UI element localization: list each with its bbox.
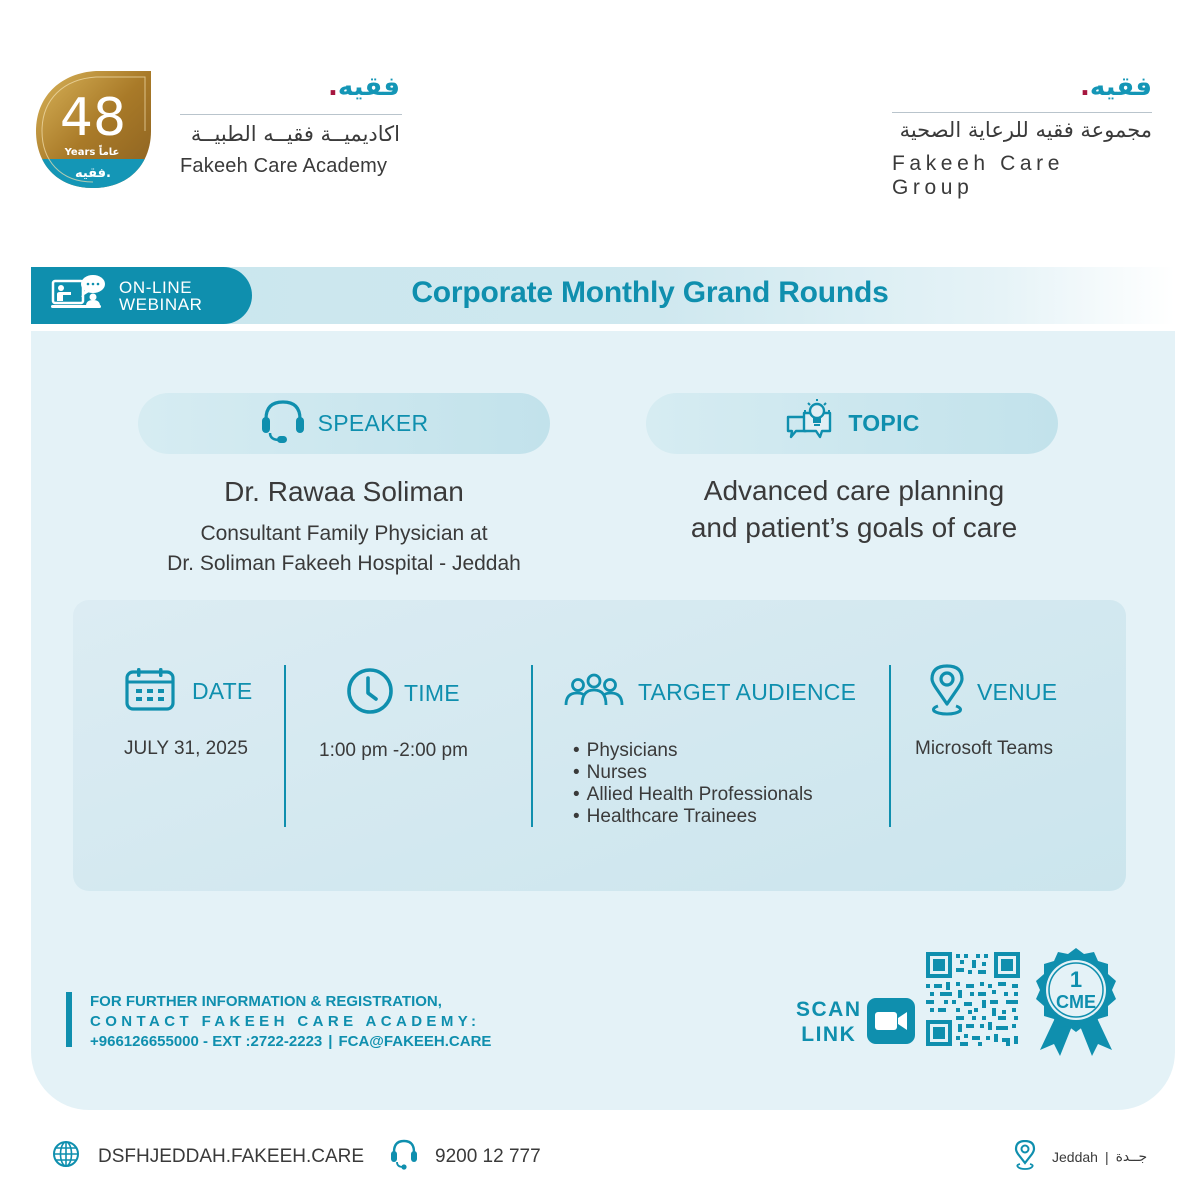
footer-website xyxy=(52,1140,364,1174)
date-header xyxy=(125,667,252,716)
contact-accent-bar xyxy=(66,992,72,1047)
logo-divider xyxy=(892,112,1152,113)
fakeeh-brand-mark: فقيه. xyxy=(327,72,400,102)
fakeeh-brand-mark: فقيه. xyxy=(1079,72,1152,102)
column-divider xyxy=(284,665,286,827)
48-years-anniversary-badge xyxy=(36,71,151,188)
svg-text:CME: CME xyxy=(1056,992,1096,1012)
list-item: • Physicians xyxy=(573,740,813,762)
lightbulb-chat-icon xyxy=(784,397,836,450)
group-name-arabic: مجموعة فقيه للرعاية الصحية xyxy=(899,118,1152,142)
svg-text:فقيه.: فقيه. xyxy=(74,166,112,181)
contact-email-link[interactable]: FCA@FAKEEH.CARE xyxy=(338,1033,492,1050)
speaker-header xyxy=(138,393,550,454)
academy-name-english: Fakeeh Care Academy xyxy=(180,155,388,177)
speaker-label: SPEAKER xyxy=(317,410,429,436)
topic-title: Advanced care planning and patient’s goals of care xyxy=(690,475,1018,543)
academy-name-arabic: اكاديميــة فقيــه الطبيــة xyxy=(190,122,400,146)
column-divider xyxy=(531,665,533,827)
scan-link-label: SCAN LINK xyxy=(796,998,862,1046)
topic-label: TOPIC xyxy=(848,410,920,436)
svg-text:48: 48 xyxy=(59,88,127,148)
target-audience-header xyxy=(564,673,856,712)
date-label: DATE xyxy=(192,678,253,704)
headset-icon xyxy=(260,397,306,450)
calendar-icon xyxy=(125,667,175,716)
time-header xyxy=(346,667,460,720)
location-pin-icon xyxy=(929,664,965,721)
registration-qr-code[interactable] xyxy=(926,952,1020,1046)
column-divider xyxy=(889,665,891,827)
location-pin-icon xyxy=(1014,1140,1036,1173)
topic-header xyxy=(646,393,1058,454)
list-item: • Healthcare Trainees xyxy=(573,806,813,828)
footer-location: Jeddah | جــدة xyxy=(1014,1140,1147,1173)
contact-phone-link[interactable]: +966126655000 - EXT :2722-2223 xyxy=(90,1033,323,1050)
venue-header xyxy=(929,664,1057,721)
logo-divider xyxy=(180,114,402,115)
fakeeh-care-group-logo xyxy=(890,72,1152,199)
footer-phone xyxy=(390,1138,541,1176)
clock-icon xyxy=(346,667,394,720)
cme-credit-badge xyxy=(1028,946,1124,1058)
speaker-name: Dr. Rawaa Soliman xyxy=(224,476,464,507)
people-group-icon xyxy=(564,673,624,712)
webinar-presenter-icon xyxy=(51,273,109,318)
page-title: Corporate Monthly Grand Rounds xyxy=(411,276,889,309)
list-item: • Allied Health Professionals xyxy=(573,784,813,806)
contact-info xyxy=(90,992,491,1052)
target-audience-label: TARGET AUDIENCE xyxy=(638,679,857,705)
date-value: JULY 31, 2025 xyxy=(124,738,248,759)
contact-line-2: CONTACT FAKEEH CARE ACADEMY: xyxy=(90,1013,481,1030)
globe-icon xyxy=(52,1140,80,1174)
group-name-english: Fakeeh Care Group xyxy=(892,152,1064,199)
time-value: 1:00 pm -2:00 pm xyxy=(319,740,468,761)
venue-label: VENUE xyxy=(977,679,1058,705)
website-link[interactable]: DSFHJEDDAH.FAKEEH.CARE xyxy=(98,1146,365,1167)
fakeeh-care-academy-logo xyxy=(180,72,402,182)
contact-line-1: FOR FURTHER INFORMATION & REGISTRATION, xyxy=(90,993,442,1010)
webinar-label: ON-LINE WEBINAR xyxy=(119,277,203,314)
contact-line-3: +966126655000 - EXT :2722-2223 | FCA@FAKEEH.CARE xyxy=(90,1033,492,1050)
headset-icon xyxy=(390,1138,418,1176)
speaker-role: Consultant Family Physician at Dr. Soliman Fakeeh Hospital - Jeddah xyxy=(167,522,521,575)
venue-value: Microsoft Teams xyxy=(915,738,1053,759)
list-item: • Nurses xyxy=(573,762,813,784)
svg-text:1: 1 xyxy=(1069,967,1083,992)
video-camera-icon xyxy=(867,998,915,1044)
city-arabic: جــدة xyxy=(1115,1148,1148,1165)
target-audience-list xyxy=(573,740,813,828)
city-english: Jeddah xyxy=(1052,1148,1098,1165)
svg-text:Years عاماً: Years عاماً xyxy=(64,147,120,158)
online-webinar-tag xyxy=(31,267,252,324)
time-label: TIME xyxy=(404,680,460,706)
phone-link[interactable]: 9200 12 777 xyxy=(435,1146,541,1167)
